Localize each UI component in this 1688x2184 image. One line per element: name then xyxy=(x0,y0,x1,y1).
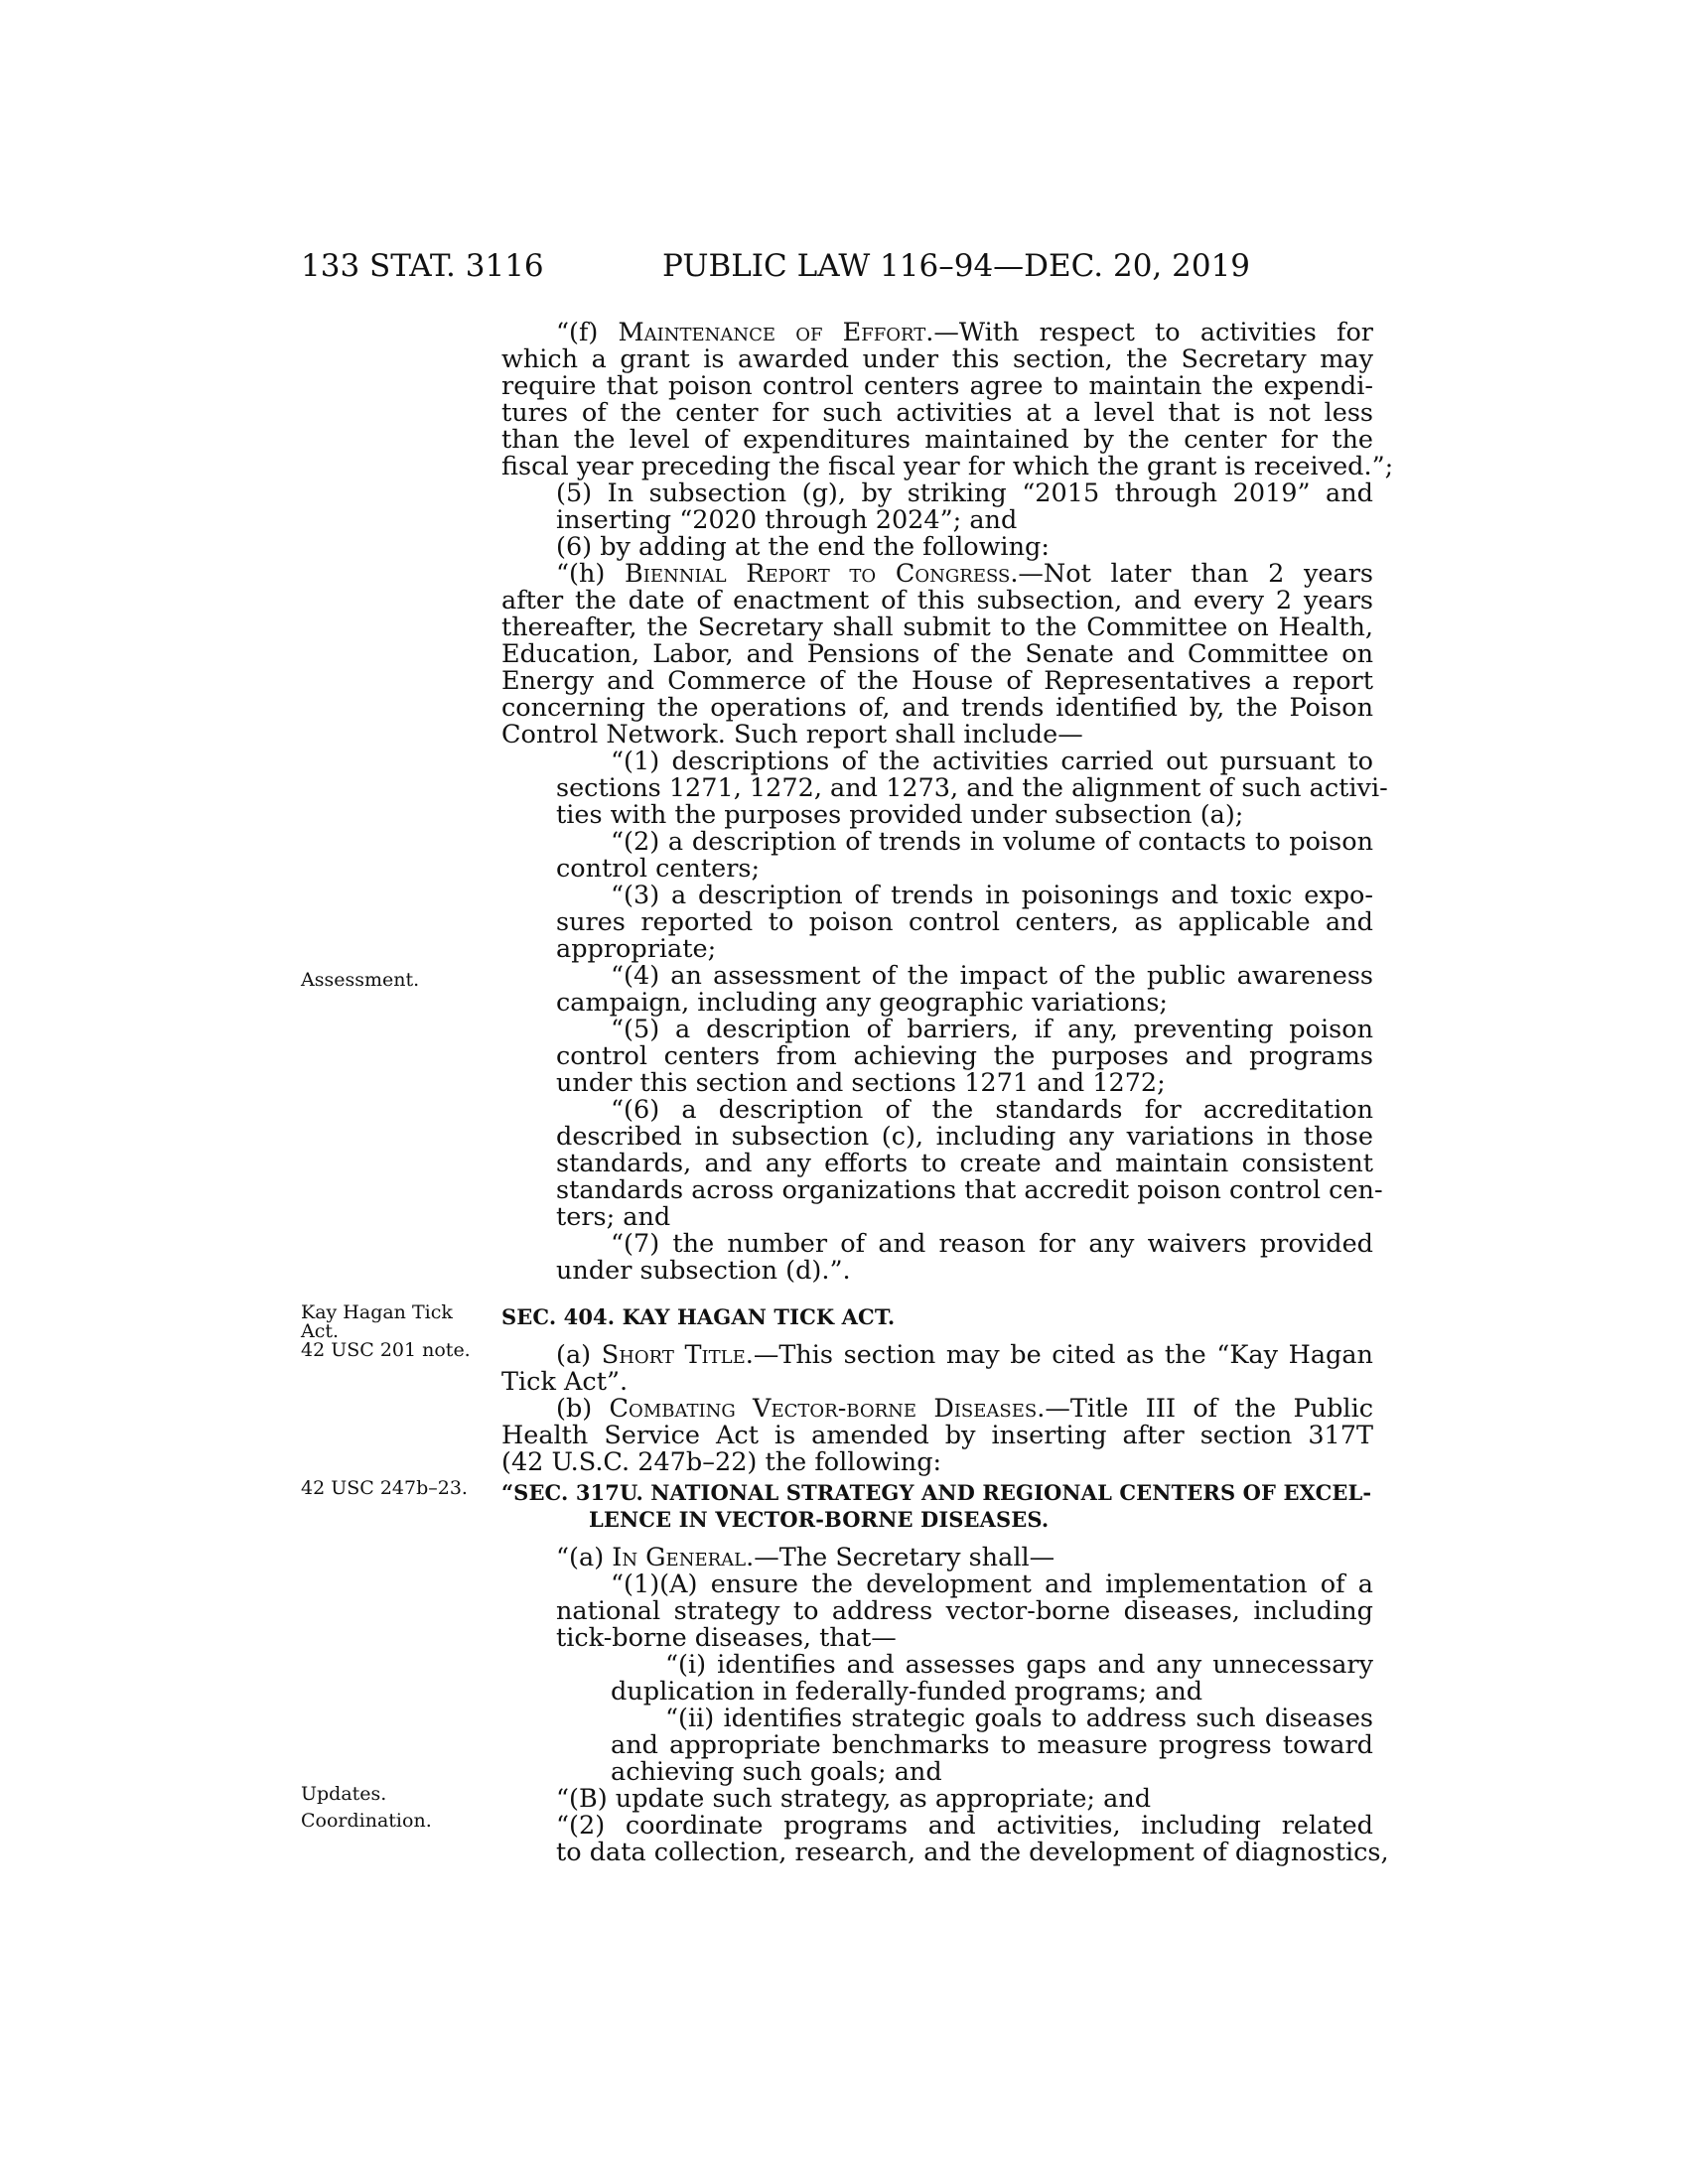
margin-note-kay-hagan-1: Kay Hagan Tick xyxy=(301,1301,453,1323)
margin-note-kay-hagan-2: Act. xyxy=(301,1320,340,1342)
text-line: “(a) In General.—The Secretary shall— xyxy=(556,1543,1055,1572)
text-line: achieving such goals; and xyxy=(611,1757,942,1787)
text-line: Health Service Act is amended by inserting after section 317T xyxy=(501,1421,1373,1450)
text-line: which a grant is awarded under this section, the Secretary may xyxy=(501,344,1373,374)
margin-note-updates: Updates. xyxy=(301,1783,387,1805)
text-line: “(1) descriptions of the activities carried out pursuant to xyxy=(611,747,1373,776)
text-line: “(h) Biennial Report to Congress.—Not later than 2 years xyxy=(556,559,1373,589)
stat-page-number: 133 STAT. 3116 xyxy=(301,248,544,284)
text-line: “(3) a description of trends in poisonings and toxic expo- xyxy=(611,881,1373,910)
text-line: control centers from achieving the purposes and programs xyxy=(556,1041,1373,1071)
text-line: “(B) update such strategy, as appropriate; and xyxy=(556,1784,1152,1814)
text-line: concerning the operations of, and trends identified by, the Poison xyxy=(501,693,1373,723)
text-line: (5) In subsection (g), by striking “2015 through 2019” and xyxy=(556,478,1373,508)
text-line: “(4) an assessment of the impact of the public awareness xyxy=(611,961,1373,991)
text-line: duplication in federally-funded programs; and xyxy=(611,1677,1203,1706)
text-line: “(i) identifies and assesses gaps and any unnecessary xyxy=(665,1650,1373,1680)
text-line: standards across organizations that accredit poison control cen- xyxy=(556,1175,1383,1205)
text-line: under subsection (d).”. xyxy=(556,1256,851,1286)
text-line: inserting “2020 through 2024”; and xyxy=(556,505,1018,535)
margin-note-coordination: Coordination. xyxy=(301,1810,432,1832)
text-line: (b) Combating Vector-borne Diseases.—Title III of the Public xyxy=(556,1394,1374,1424)
text-line: (a) Short Title.—This section may be cited as the “Kay Hagan xyxy=(556,1340,1373,1370)
text-line: and appropriate benchmarks to measure progress toward xyxy=(611,1730,1373,1760)
text-line: tick-borne diseases, that— xyxy=(556,1623,897,1653)
margin-note-usc-201: 42 USC 201 note. xyxy=(301,1339,471,1361)
text-line: “(2) a description of trends in volume of contacts to poison xyxy=(611,827,1373,857)
text-line: “(6) a description of the standards for accreditation xyxy=(611,1095,1373,1125)
section-heading-317u: “SEC. 317U. NATIONAL STRATEGY AND REGIONAL CENTERS OF EXCEL- xyxy=(501,1480,1372,1505)
text-line: “(1)(A) ensure the development and implementation of a xyxy=(611,1570,1373,1599)
text-line: Energy and Commerce of the House of Representatives a report xyxy=(501,666,1373,696)
text-line: standards, and any efforts to create and maintain consistent xyxy=(556,1149,1373,1178)
margin-note-assessment: Assessment. xyxy=(301,969,420,991)
text-line: (42 U.S.C. 247b–22) the following: xyxy=(501,1447,942,1477)
body-text-block-2 xyxy=(501,1303,1373,1476)
text-line: national strategy to address vector-borne diseases, including xyxy=(556,1596,1373,1626)
text-line: control centers; xyxy=(556,854,761,884)
text-line: sures reported to poison control centers, as applicable and xyxy=(556,907,1373,937)
text-line: ters; and xyxy=(556,1202,671,1232)
text-line: require that poison control centers agree to maintain the expendi- xyxy=(501,371,1373,401)
section-heading-404: SEC. 404. KAY HAGAN TICK ACT. xyxy=(501,1304,896,1329)
text-line: ties with the purposes provided under subsection (a); xyxy=(556,800,1244,830)
text-line: “(2) coordinate programs and activities, including related xyxy=(556,1811,1373,1841)
text-line: appropriate; xyxy=(556,934,717,964)
text-line: under this section and sections 1271 and 1272; xyxy=(556,1068,1166,1098)
text-line: after the date of enactment of this subsection, and every 2 years xyxy=(501,586,1373,615)
text-line: than the level of expenditures maintained by the center for the xyxy=(501,425,1373,455)
margin-note-usc-247: 42 USC 247b–23. xyxy=(301,1477,468,1499)
text-line: Education, Labor, and Pensions of the Senate and Committee on xyxy=(501,639,1373,669)
text-line: sections 1271, 1272, and 1273, and the alignment of such activi- xyxy=(556,773,1388,803)
text-line: “(7) the number of and reason for any waivers provided xyxy=(611,1229,1373,1259)
text-line: Tick Act”. xyxy=(501,1367,629,1397)
text-line: “(ii) identifies strategic goals to address such diseases xyxy=(665,1704,1373,1733)
text-line: described in subsection (c), including any variations in those xyxy=(556,1122,1373,1152)
text-line: tures of the center for such activities at a level that is not less xyxy=(501,398,1373,428)
text-line: thereafter, the Secretary shall submit to the Committee on Health, xyxy=(501,613,1373,642)
text-line: “(5) a description of barriers, if any, preventing poison xyxy=(611,1015,1373,1044)
text-line: campaign, including any geographic variations; xyxy=(556,988,1168,1018)
text-line: fiscal year preceding the fiscal year for which the grant is received.”; xyxy=(501,452,1394,481)
body-text-block-3 xyxy=(501,1479,1389,1867)
text-line: (6) by adding at the end the following: xyxy=(556,532,1050,562)
text-line: Control Network. Such report shall include— xyxy=(501,720,1083,750)
body-text-block-1 xyxy=(501,318,1394,1286)
text-line: “(f) Maintenance of Effort.—With respect to activities for xyxy=(556,318,1373,347)
page-title: PUBLIC LAW 116–94—DEC. 20, 2019 xyxy=(662,248,1251,284)
text-line: to data collection, research, and the development of diagnostics, xyxy=(556,1838,1389,1867)
section-heading-317u-cont: LENCE IN VECTOR-BORNE DISEASES. xyxy=(589,1507,1050,1532)
